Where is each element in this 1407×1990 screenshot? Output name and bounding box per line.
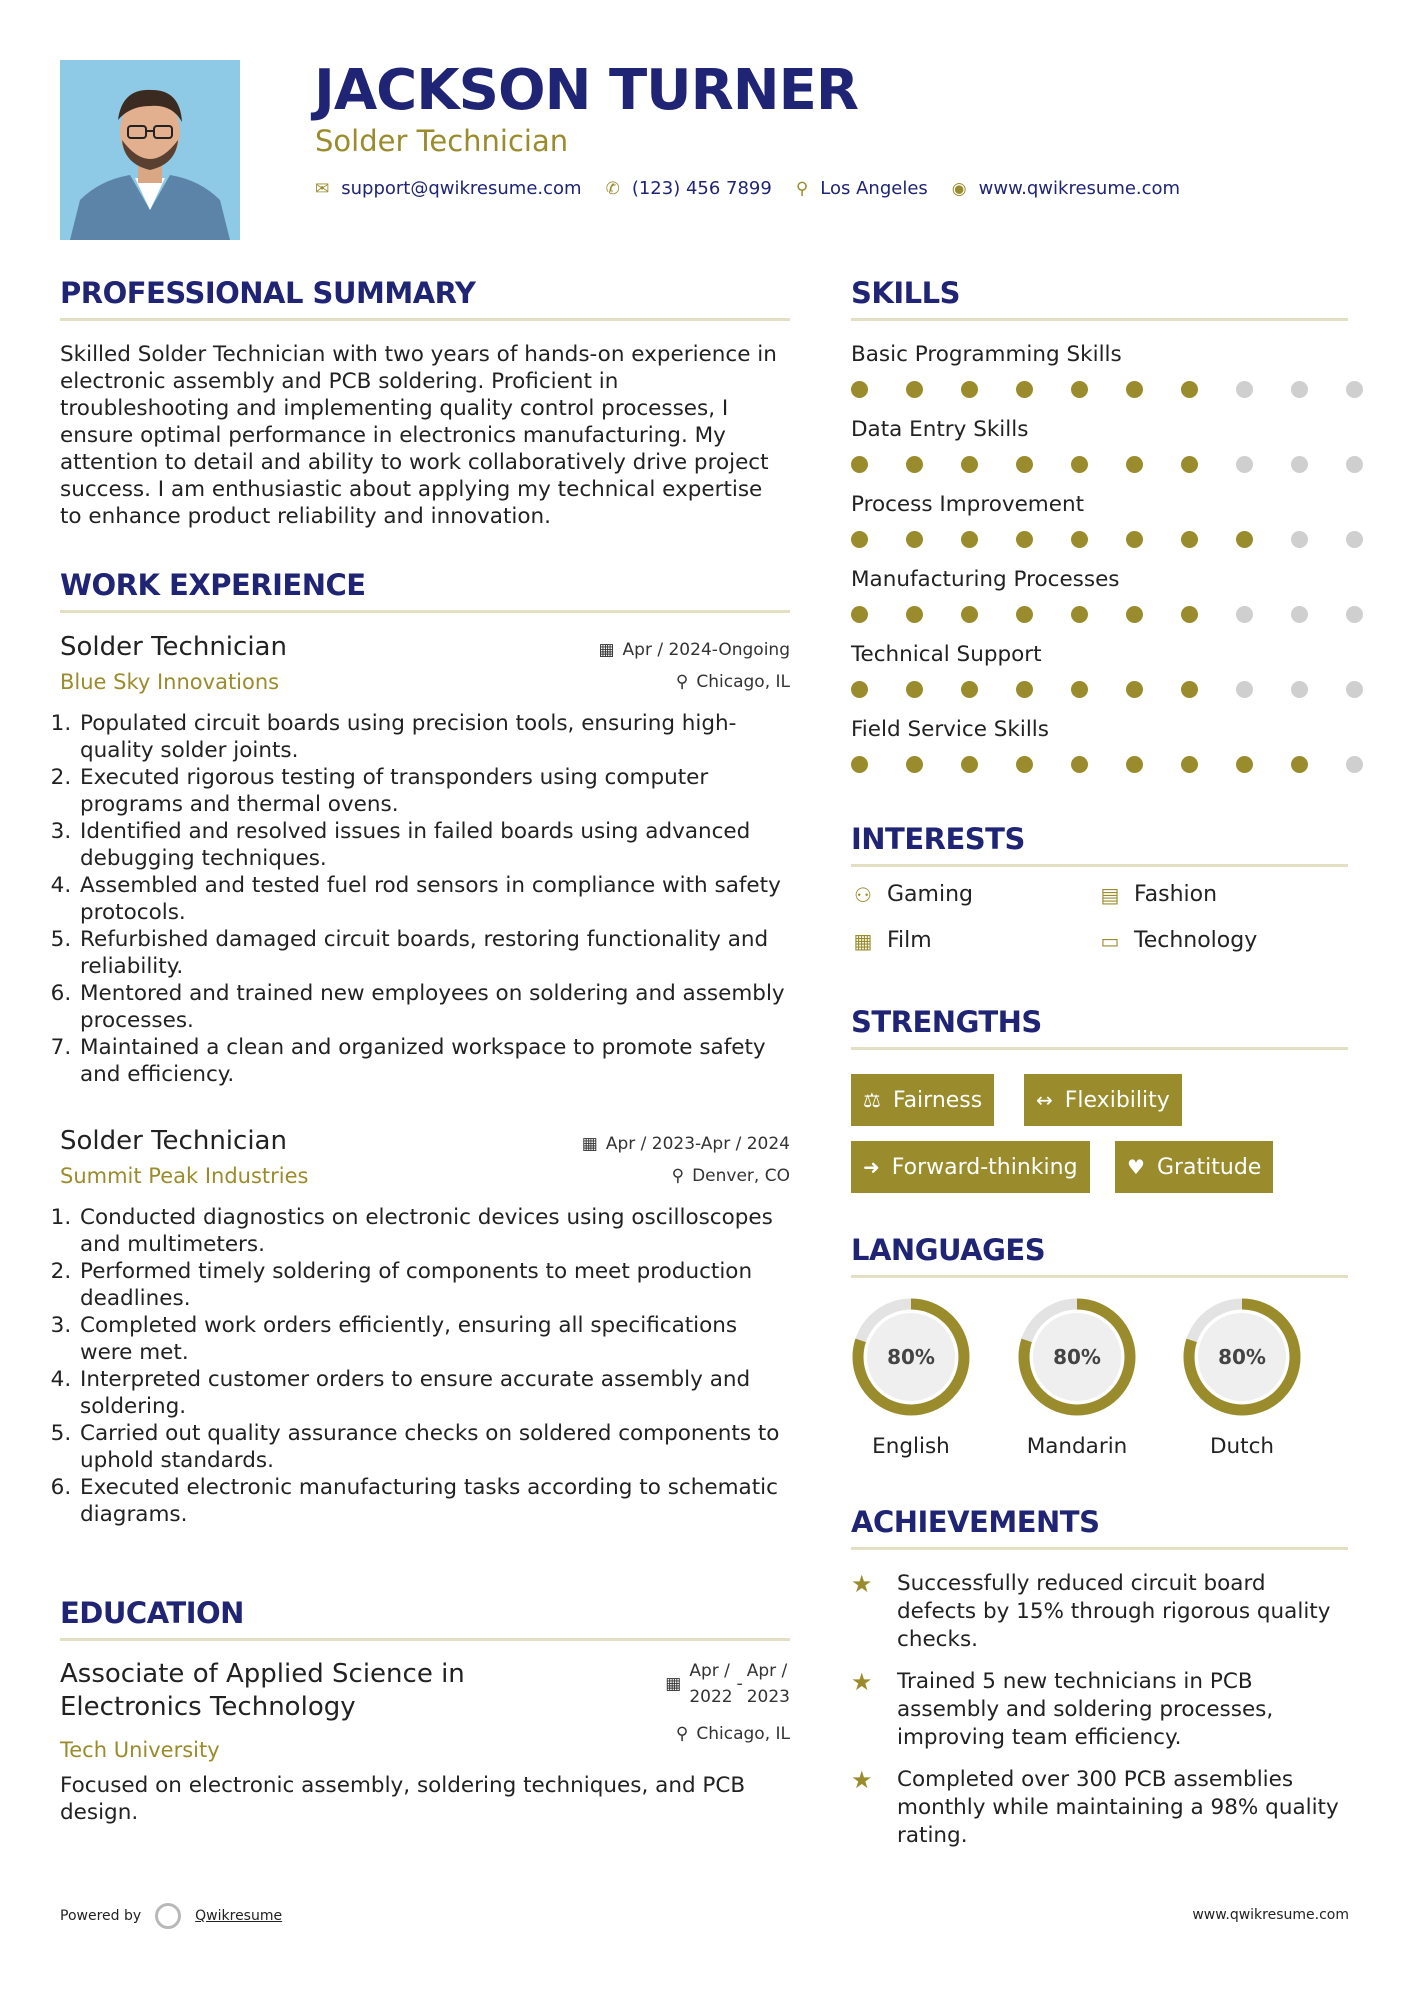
- achievement-text: Completed over 300 PCB assemblies monthly while maintaining a 98% quality rating.: [897, 1767, 1339, 1848]
- interests-heading: INTERESTS: [851, 822, 1025, 856]
- date-start-year: 2022: [689, 1687, 733, 1707]
- skill-name: Basic Programming Skills: [851, 342, 1122, 367]
- achievements-section: [851, 1505, 1348, 1550]
- language-item: [1012, 1292, 1142, 1459]
- contact-location: [796, 178, 928, 199]
- skill-dot: [906, 756, 923, 773]
- list-item: 7. Maintained a clean and organized workspace to promote safety and efficiency.: [78, 1034, 790, 1088]
- skills-heading: SKILLS: [851, 276, 960, 310]
- languages-section: [851, 1233, 1348, 1278]
- skill-dot: [906, 456, 923, 473]
- skill-dot: [1126, 381, 1143, 398]
- experience-heading: WORK EXPERIENCE: [60, 568, 366, 602]
- skill-dot: [1181, 606, 1198, 623]
- job-title: Solder Technician: [60, 632, 287, 662]
- skill-dot: [1071, 531, 1088, 548]
- skill-item: [851, 417, 1351, 492]
- language-progress-ring: [846, 1292, 976, 1422]
- calendar-icon: ▦: [581, 1134, 598, 1154]
- film-icon: ▦: [853, 928, 873, 953]
- language-percent: 80%: [887, 1345, 935, 1369]
- summary-text: Skilled Solder Technician with two years of hands-on experience in electronic assembly and PCB soldering. Proficient in troubleshooting and implementing quality control processes, I ensure optimal performance in electronics manufacturing. My attention to detail and ability to work collaboratively drive project success. I am enthusiastic about applying my technical expertise to enhance product reliability and innovation.: [60, 342, 777, 529]
- skills-list: [851, 342, 1351, 792]
- star-icon: ★: [851, 1570, 873, 1598]
- envelope-icon: ✉: [315, 178, 330, 199]
- balance-scale-icon: ⚖: [863, 1088, 881, 1112]
- skill-dot: [906, 381, 923, 398]
- skill-dot: [1236, 681, 1253, 698]
- skill-dot: [906, 681, 923, 698]
- achievements-heading: ACHIEVEMENTS: [851, 1505, 1100, 1539]
- skill-dot: [961, 456, 978, 473]
- languages-heading: LANGUAGES: [851, 1233, 1046, 1267]
- degree-line-1: Associate of Applied Science in: [60, 1659, 465, 1689]
- achievements-list: [851, 1570, 1348, 1850]
- skill-name: Field Service Skills: [851, 717, 1049, 742]
- heart-icon: ♥: [1127, 1155, 1145, 1179]
- language-item: [846, 1292, 976, 1459]
- skill-rating: [851, 606, 1363, 623]
- section-divider: [851, 1047, 1348, 1050]
- skill-dot: [1291, 606, 1308, 623]
- job-entry: [60, 632, 790, 1088]
- job-title: Solder Technician: [315, 124, 569, 158]
- skill-dot: [961, 531, 978, 548]
- skill-dot: [1016, 606, 1033, 623]
- laptop-icon: ▭: [1100, 928, 1120, 953]
- list-item: 1. Populated circuit boards using precision tools, ensuring high-quality solder joints.: [78, 710, 790, 764]
- skill-dot: [1346, 756, 1363, 773]
- skill-dot: [961, 756, 978, 773]
- phone-icon: ✆: [605, 178, 620, 199]
- language-percent: 80%: [1053, 1345, 1101, 1369]
- skill-dot: [851, 456, 868, 473]
- interest-label: Technology: [1134, 928, 1258, 953]
- list-item: 3. Identified and resolved issues in failed boards using advanced debugging techniques.: [78, 818, 790, 872]
- language-name: Dutch: [1209, 1434, 1275, 1459]
- company-name: Blue Sky Innovations: [60, 670, 280, 694]
- profile-photo: [60, 60, 240, 240]
- shopping-bag-icon: ▤: [1100, 882, 1120, 907]
- skill-item: [851, 567, 1351, 642]
- job-bullets: [60, 1204, 790, 1528]
- interest-item: [851, 882, 973, 907]
- globe-icon: ◉: [951, 178, 967, 199]
- skill-rating: [851, 456, 1363, 473]
- date-start-month: Apr /: [689, 1661, 730, 1681]
- summary-section: [60, 276, 790, 530]
- education-location-text: Chicago, IL: [696, 1724, 790, 1744]
- skill-item: [851, 717, 1351, 792]
- skill-dot: [1071, 606, 1088, 623]
- skill-dot: [851, 681, 868, 698]
- interest-label: Film: [887, 928, 932, 953]
- language-item: [1177, 1292, 1307, 1459]
- skill-dot: [1291, 381, 1308, 398]
- school-name: Tech University: [60, 1738, 220, 1762]
- job-entry: [60, 1126, 790, 1528]
- skill-dot: [1291, 756, 1308, 773]
- skill-name: Process Improvement: [851, 492, 1085, 517]
- education-location: [665, 1724, 790, 1744]
- section-divider: [60, 1638, 790, 1641]
- skill-dot: [961, 381, 978, 398]
- skill-dot: [1346, 456, 1363, 473]
- date-end-month: Apr /: [746, 1661, 788, 1681]
- education-date: [665, 1658, 790, 1710]
- interest-label: Fashion: [1134, 882, 1218, 907]
- skill-dot: [1126, 456, 1143, 473]
- education-heading: EDUCATION: [60, 1596, 244, 1630]
- contact-email[interactable]: [315, 178, 582, 199]
- job-date-text: Apr / 2024-Ongoing: [622, 640, 790, 660]
- skill-dot: [1071, 381, 1088, 398]
- arrow-right-icon: ➜: [863, 1155, 880, 1179]
- skill-dot: [1236, 531, 1253, 548]
- strength-label: Flexibility: [1064, 1087, 1170, 1113]
- skill-dot: [1181, 756, 1198, 773]
- language-progress-ring: [1177, 1292, 1307, 1422]
- powered-by-label: Powered by: [60, 1908, 142, 1924]
- skill-dot: [961, 681, 978, 698]
- section-divider: [851, 1275, 1348, 1278]
- strength-tag: [851, 1141, 1090, 1193]
- skill-rating: [851, 531, 1363, 548]
- brand-link[interactable]: Qwikresume: [195, 1908, 283, 1924]
- achievement-item: [851, 1766, 1348, 1850]
- skill-dot: [1181, 456, 1198, 473]
- job-bullets: [60, 710, 790, 1088]
- skill-dot: [1181, 681, 1198, 698]
- language-progress-ring: [1012, 1292, 1142, 1422]
- skill-dot: [1016, 456, 1033, 473]
- skill-dot: [1236, 456, 1253, 473]
- skill-dot: [1346, 381, 1363, 398]
- contact-bar: [315, 178, 1204, 199]
- strengths-section: [851, 1005, 1348, 1050]
- skill-dot: [1016, 531, 1033, 548]
- interests-section: [851, 822, 1348, 867]
- achievement-text: Trained 5 new technicians in PCB assembly and soldering processes, improving team efficiency.: [897, 1669, 1274, 1750]
- education-entry: [60, 1658, 790, 1826]
- skill-dot: [851, 381, 868, 398]
- skill-name: Manufacturing Processes: [851, 567, 1120, 592]
- date-separator: -: [736, 1674, 743, 1694]
- achievement-item: [851, 1570, 1348, 1654]
- experience-section: [60, 568, 790, 613]
- skill-item: [851, 342, 1351, 417]
- star-icon: ★: [851, 1766, 873, 1794]
- skill-rating: [851, 681, 1363, 698]
- gamepad-icon: ⚇: [854, 882, 872, 907]
- candidate-name: JACKSON TURNER: [314, 58, 859, 123]
- section-divider: [60, 318, 790, 321]
- list-item: 6. Executed electronic manufacturing tasks according to schematic diagrams.: [78, 1474, 790, 1528]
- section-divider: [851, 864, 1348, 867]
- list-item: 2. Executed rigorous testing of transponders using computer programs and thermal ovens.: [78, 764, 790, 818]
- pushpin-icon: ⚲: [671, 1166, 685, 1186]
- footer-branding: [60, 1903, 282, 1929]
- skill-dot: [1346, 531, 1363, 548]
- skill-dot: [1126, 531, 1143, 548]
- skills-section: [851, 276, 1348, 321]
- skill-dot: [1016, 381, 1033, 398]
- section-divider: [851, 1547, 1348, 1550]
- pushpin-icon: ⚲: [675, 672, 689, 692]
- skill-dot: [906, 531, 923, 548]
- job-title: Solder Technician: [60, 1126, 287, 1156]
- skill-name: Data Entry Skills: [851, 417, 1029, 442]
- star-icon: ★: [851, 1668, 873, 1696]
- achievement-item: [851, 1668, 1348, 1752]
- job-date: [598, 640, 790, 660]
- skill-dot: [1016, 756, 1033, 773]
- strength-label: Forward-thinking: [891, 1154, 1078, 1180]
- education-section: [60, 1596, 790, 1641]
- job-location: [598, 672, 790, 692]
- list-item: 4. Assembled and tested fuel rod sensors in compliance with safety protocols.: [78, 872, 790, 926]
- degree-line-2: Electronics Technology: [60, 1692, 356, 1722]
- skill-dot: [1346, 681, 1363, 698]
- education-description: Focused on electronic assembly, soldering techniques, and PCB design.: [60, 1773, 746, 1825]
- skill-dot: [1291, 531, 1308, 548]
- interest-item: [1098, 928, 1257, 953]
- section-divider: [851, 318, 1348, 321]
- skill-item: [851, 642, 1351, 717]
- list-item: 5. Refurbished damaged circuit boards, restoring functionality and reliability.: [78, 926, 790, 980]
- skill-dot: [851, 531, 868, 548]
- pushpin-icon: ⚲: [675, 1724, 689, 1744]
- section-divider: [60, 610, 790, 613]
- job-date-text: Apr / 2023-Apr / 2024: [605, 1134, 790, 1154]
- skill-dot: [1181, 381, 1198, 398]
- summary-heading: PROFESSIONAL SUMMARY: [60, 276, 476, 310]
- job-location-text: Chicago, IL: [696, 672, 790, 692]
- contact-phone[interactable]: [606, 178, 772, 199]
- strength-label: Fairness: [892, 1087, 983, 1113]
- skill-dot: [961, 606, 978, 623]
- interest-item: [1098, 882, 1217, 907]
- skill-dot: [1236, 756, 1253, 773]
- skill-rating: [851, 381, 1363, 398]
- list-item: 1. Conducted diagnostics on electronic devices using oscilloscopes and multimeters.: [78, 1204, 790, 1258]
- interest-label: Gaming: [887, 882, 973, 907]
- skill-dot: [1291, 456, 1308, 473]
- list-item: 3. Completed work orders efficiently, ensuring all specifications were met.: [78, 1312, 790, 1366]
- degree-title: [60, 1658, 465, 1724]
- skill-dot: [906, 606, 923, 623]
- skill-dot: [1181, 531, 1198, 548]
- map-pin-icon: ⚲: [795, 178, 809, 199]
- language-name: Mandarin: [1026, 1434, 1128, 1459]
- company-name: Summit Peak Industries: [60, 1164, 309, 1188]
- job-location-text: Denver, CO: [692, 1166, 790, 1186]
- interest-item: [851, 928, 932, 953]
- skill-dot: [1071, 756, 1088, 773]
- language-name: English: [872, 1434, 950, 1459]
- skill-dot: [851, 756, 868, 773]
- skill-item: [851, 492, 1351, 567]
- list-item: 4. Interpreted customer orders to ensure accurate assembly and soldering.: [78, 1366, 790, 1420]
- calendar-icon: ▦: [665, 1674, 682, 1694]
- skill-rating: [851, 756, 1363, 773]
- job-location: [582, 1166, 790, 1186]
- skill-dot: [1071, 456, 1088, 473]
- list-item: 2. Performed timely soldering of components to meet production deadlines.: [78, 1258, 790, 1312]
- language-percent: 80%: [1218, 1345, 1266, 1369]
- skill-dot: [851, 606, 868, 623]
- qwikresume-logo-icon: [155, 1903, 181, 1929]
- skill-dot: [1126, 756, 1143, 773]
- skill-dot: [1291, 681, 1308, 698]
- skill-name: Technical Support: [851, 642, 1042, 667]
- skill-dot: [1236, 381, 1253, 398]
- strength-tag: [851, 1074, 994, 1126]
- person-portrait-icon: [60, 60, 240, 240]
- achievement-text: Successfully reduced circuit board defects by 15% through rigorous quality checks.: [897, 1571, 1331, 1652]
- phone-text[interactable]: (123) 456 7899: [631, 178, 772, 199]
- skill-dot: [1346, 606, 1363, 623]
- strength-label: Gratitude: [1156, 1154, 1262, 1180]
- skill-dot: [1236, 606, 1253, 623]
- arrows-horizontal-icon: ↔: [1036, 1088, 1053, 1112]
- list-item: 6. Mentored and trained new employees on soldering and assembly processes.: [78, 980, 790, 1034]
- email-text[interactable]: support@qwikresume.com: [341, 178, 582, 199]
- strength-tag: [1115, 1141, 1273, 1193]
- skill-dot: [1126, 681, 1143, 698]
- strengths-heading: STRENGTHS: [851, 1005, 1042, 1039]
- list-item: 5. Carried out quality assurance checks on soldered components to uphold standards.: [78, 1420, 790, 1474]
- date-end-year: 2023: [746, 1687, 790, 1707]
- contact-website[interactable]: [952, 178, 1180, 199]
- website-text[interactable]: www.qwikresume.com: [978, 178, 1181, 199]
- location-text: Los Angeles: [820, 178, 928, 199]
- skill-dot: [1016, 681, 1033, 698]
- skill-dot: [1071, 681, 1088, 698]
- job-date: [582, 1134, 790, 1154]
- footer-website[interactable]: www.qwikresume.com: [1192, 1907, 1349, 1923]
- skill-dot: [1126, 606, 1143, 623]
- strength-tag: [1024, 1074, 1182, 1126]
- calendar-icon: ▦: [598, 640, 615, 660]
